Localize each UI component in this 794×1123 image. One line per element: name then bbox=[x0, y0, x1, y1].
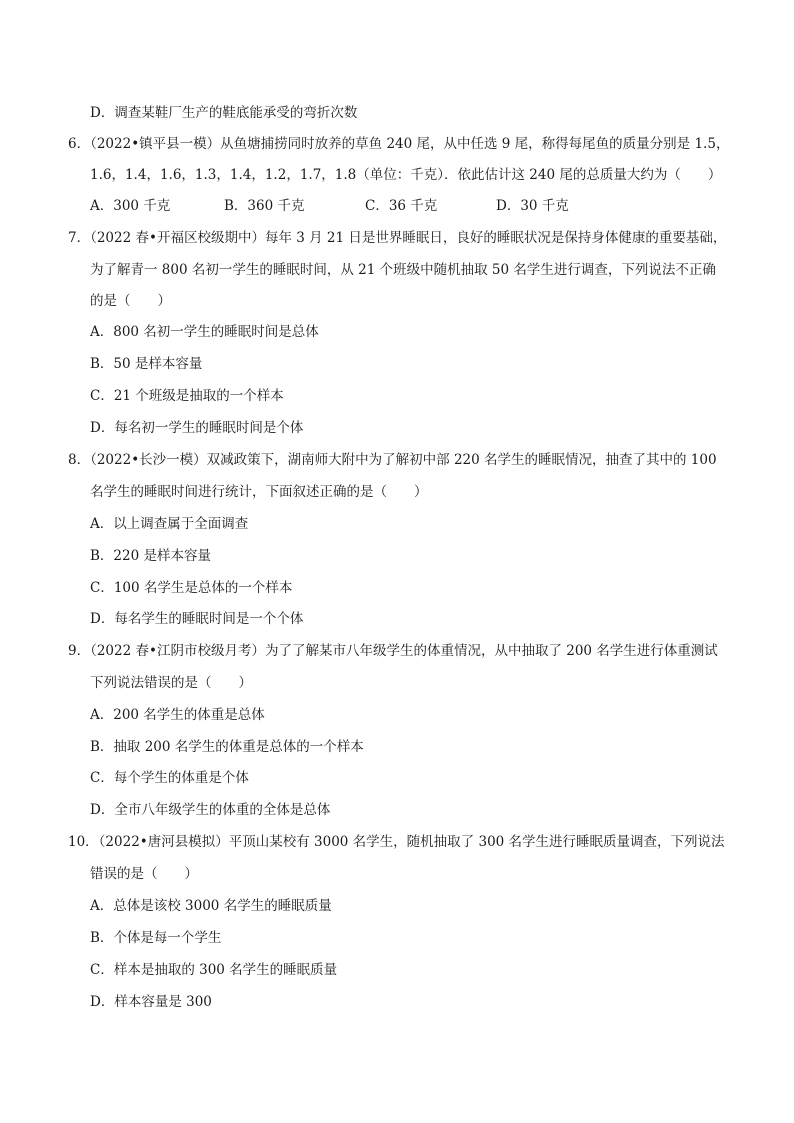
q6-stem-line1: 6．（2022•镇平县一模）从鱼塘捕捞同时放养的草鱼 240 尾，从中任选 9 尾，称得每尾鱼的质量分别是 1.5， bbox=[68, 136, 730, 152]
q9-option-c: C．每个学生的体重是个体 bbox=[90, 770, 249, 786]
q10-option-d: D．样本容量是 300 bbox=[90, 994, 212, 1010]
q7-option-b: B．50 是样本容量 bbox=[90, 356, 203, 372]
q9-option-a: A．200 名学生的体重是总体 bbox=[90, 707, 265, 723]
q8-stem-line2: 名学生的睡眠时间进行统计，下面叙述正确的是（ ） bbox=[90, 484, 428, 500]
q7-option-c: C．21 个班级是抽取的一个样本 bbox=[90, 388, 284, 404]
q5-option-d: D．调查某鞋厂生产的鞋底能承受的弯折次数 bbox=[90, 105, 358, 121]
q8-option-d: D．每名学生的睡眠时间是一个个体 bbox=[90, 611, 304, 627]
q10-stem-line1: 10．（2022•唐河县模拟）平顶山某校有 3000 名学生，随机抽取了 300 名学生进行睡眠质量调查，下列说法 bbox=[68, 834, 725, 850]
q7-option-d: D．每名初一学生的睡眠时间是个体 bbox=[90, 420, 304, 436]
q9-stem-line1: 9．（2022 春•江阴市校级月考）为了了解某市八年级学生的体重情况，从中抽取了 200 名学生进行体重测试 bbox=[68, 643, 718, 659]
q7-stem-line2: 为了解青一 800 名初一学生的睡眠时间，从 21 个班级中随机抽取 50 名学生进行调查，下列说法不正确 bbox=[90, 262, 716, 278]
q9-option-d: D．全市八年级学生的体重的全体是总体 bbox=[90, 802, 331, 818]
q8-option-b: B．220 是样本容量 bbox=[90, 548, 211, 564]
q8-option-a: A．以上调查属于全面调查 bbox=[90, 516, 249, 532]
q7-option-a: A．800 名初一学生的睡眠时间是总体 bbox=[90, 324, 319, 340]
q8-stem-line1: 8．（2022•长沙一模）双减政策下，湖南师大附中为了解初中部 220 名学生的睡眠情况，抽查了其中的 100 bbox=[68, 452, 717, 468]
q6-stem-line2: 1.6，1.4，1.6，1.3，1.4，1.2，1.7，1.8（单位：千克）．依此估计这 240 尾的总质量大约为（ ） bbox=[90, 167, 722, 183]
q7-stem-line1: 7．（2022 春•开福区校级期中）每年 3 月 21 日是世界睡眠日，良好的睡眠状况是保持身体健康的重要基础， bbox=[68, 230, 727, 246]
q9-stem-line2: 下列说法错误的是（ ） bbox=[90, 675, 252, 691]
q10-stem-line2: 错误的是（ ） bbox=[90, 866, 198, 882]
q7-stem-line3: 的是（ ） bbox=[90, 293, 171, 309]
q10-option-b: B．个体是每一个学生 bbox=[90, 930, 222, 946]
q10-option-a: A．总体是该校 3000 名学生的睡眠质量 bbox=[90, 898, 332, 914]
q8-option-c: C．100 名学生是总体的一个样本 bbox=[90, 580, 293, 596]
q6-option-b: B．360 千克 bbox=[224, 198, 305, 214]
q6-option-c: C．36 千克 bbox=[365, 198, 438, 214]
q9-option-b: B．抽取 200 名学生的体重是总体的一个样本 bbox=[90, 739, 364, 755]
q10-option-c: C．样本是抽取的 300 名学生的睡眠质量 bbox=[90, 962, 338, 978]
q6-option-d: D．30 千克 bbox=[496, 198, 569, 214]
q6-option-a: A．300 千克 bbox=[90, 198, 171, 214]
